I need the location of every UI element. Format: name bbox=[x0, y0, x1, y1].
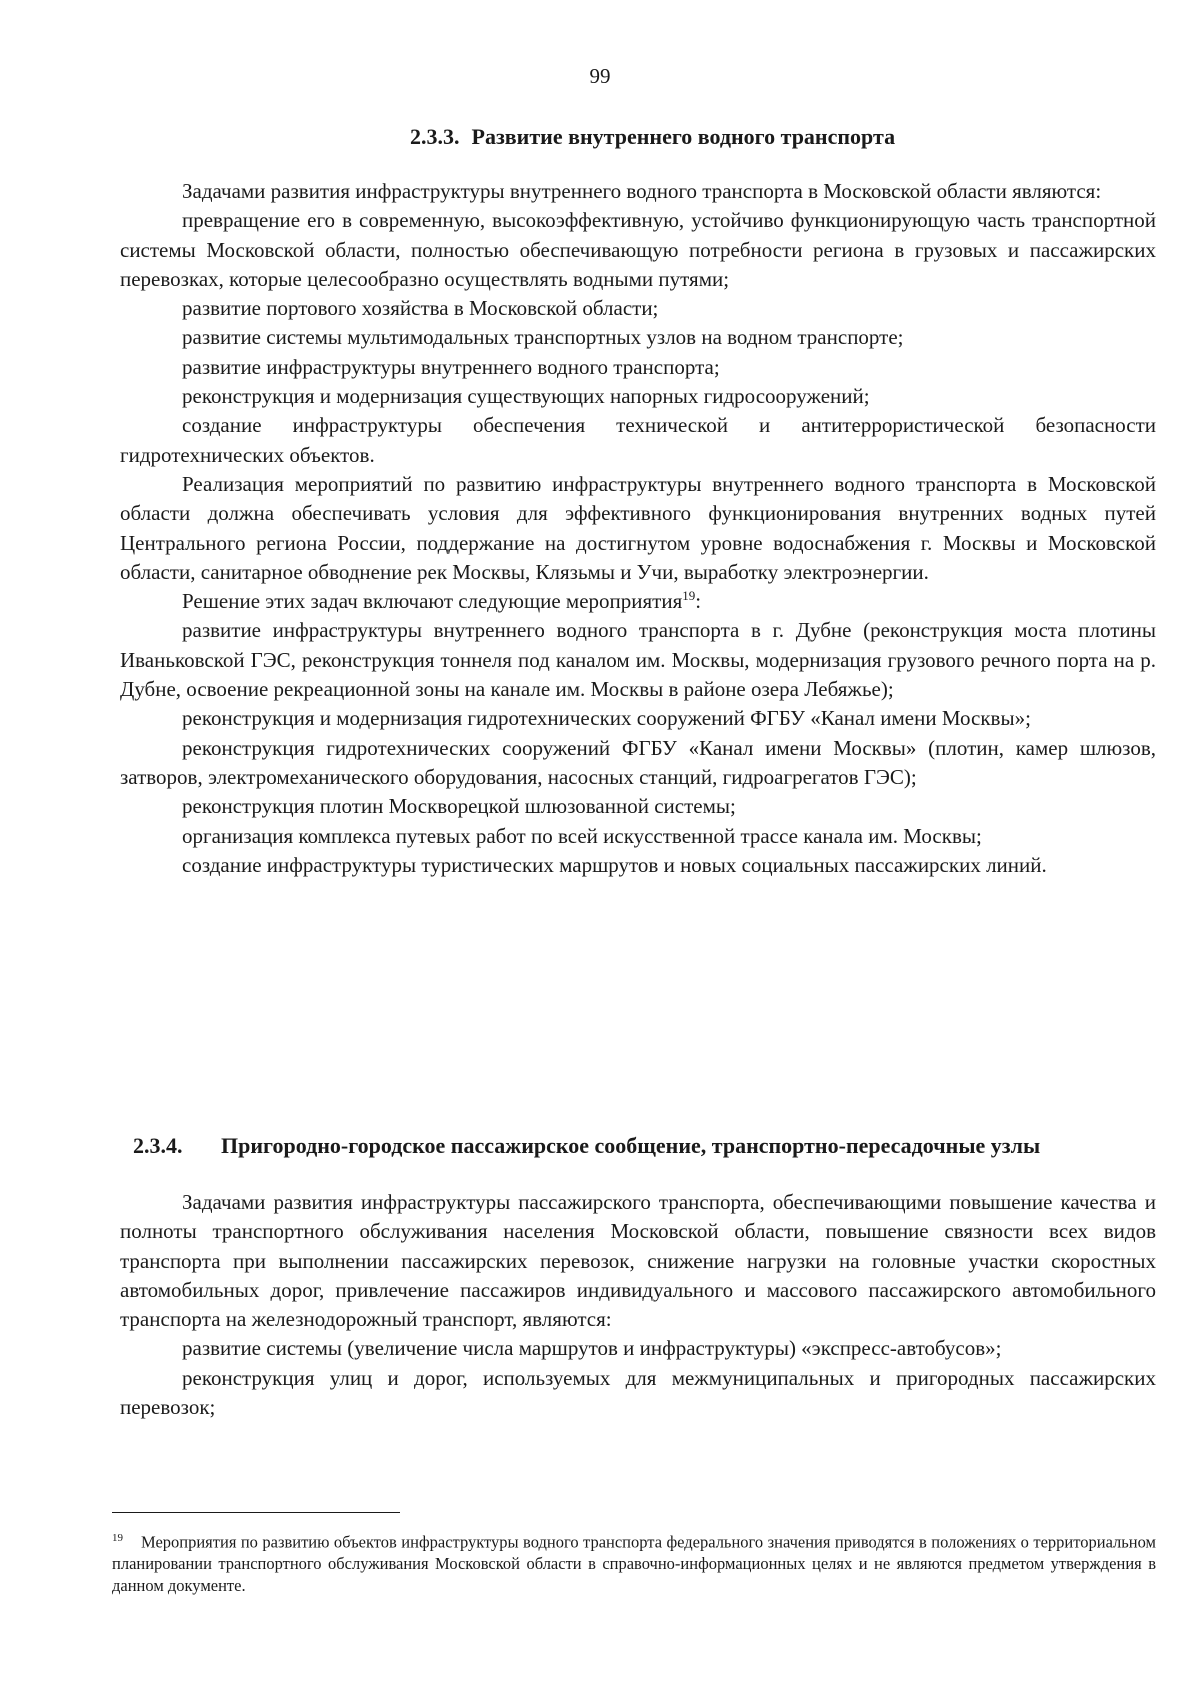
paragraph: создание инфраструктуры обеспечения технической и антитеррористической безопасности гидротехнических объектов. bbox=[120, 413, 1156, 467]
page-number: 99 bbox=[589, 64, 611, 88]
footnote-mark: 19 bbox=[112, 1532, 123, 1544]
section-heading-2-3-3 bbox=[410, 124, 895, 150]
footnote-separator bbox=[112, 1512, 400, 1513]
section-number: 2.3.3. bbox=[410, 124, 460, 149]
paragraph: развитие инфраструктуры внутреннего водного транспорта; bbox=[182, 354, 720, 379]
measure-item: организация комплекса путевых работ по всей искусственной трассе канала им. Москвы; bbox=[182, 823, 982, 848]
paragraph: превращение его в современную, высокоэффективную, устойчиво функционирующую часть транспортной системы Московской области, полностью обеспечивающую потребности региона в грузовых и пассажирских перевозках, которые целесообразно осуществлять водными путями; bbox=[120, 208, 1156, 291]
section-title: Пригородно-городское пассажирское сообщение, транспортно-пересадочные узлы bbox=[221, 1133, 1041, 1158]
measures-intro-end: : bbox=[695, 589, 702, 614]
measures-intro-text: Решение этих задач включают следующие мероприятия bbox=[182, 589, 683, 614]
measures-intro-paragraph bbox=[120, 587, 1156, 616]
footnote-text: Мероприятия по развитию объектов инфраструктуры водного транспорта федерального значения приводятся в положениях о территориальном планировании транспортного обслуживания Московской области в справочно-информационных целях и не являются предметом утверждения в данном документе. bbox=[112, 1532, 1156, 1595]
paragraph: реконструкция улиц и дорог, используемых для межмуниципальных и пригородных пассажирских перевозок; bbox=[120, 1365, 1156, 1420]
section-body-water-transport bbox=[120, 177, 1156, 880]
paragraph: развитие системы (увеличение числа маршрутов и инфраструктуры) «экспресс-автобусов»; bbox=[182, 1336, 1002, 1361]
paragraph: развитие системы мультимодальных транспортных узлов на водном транспорте; bbox=[182, 325, 904, 350]
paragraph: Задачами развития инфраструктуры внутреннего водного транспорта в Московской области являются: bbox=[182, 179, 1102, 203]
section-heading-2-3-4 bbox=[133, 1133, 1040, 1159]
section-body-passenger-transport bbox=[120, 1188, 1156, 1422]
measure-item: реконструкция плотин Москворецкой шлюзованной системы; bbox=[182, 794, 736, 819]
section-number: 2.3.4. bbox=[133, 1133, 183, 1158]
paragraph: Реализация мероприятий по развитию инфраструктуры внутреннего водного транспорта в Московской области должна обеспечивать условия для эффективного функционирования внутренних водных путей Центрального региона России, поддержание на достигнутом уровне водоснабжения г. Москвы и Московской области, санитарное обводнение рек Москвы, Клязьмы и Учи, выработку электроэнергии. bbox=[120, 471, 1156, 584]
section-title: Развитие внутреннего водного транспорта bbox=[471, 124, 896, 149]
paragraph: Задачами развития инфраструктуры пассажирского транспорта, обеспечивающими повышение качества и полноты транспортного обслуживания населения Московской области, повышение связности всех видов транспорта при выполнении пассажирских перевозок, снижение нагрузки на головные участки скоростных автомобильных дорог, привлечение пассажиров индивидуального и массового пассажирского автомобильного транспорта на железнодорожный транспорт, являются: bbox=[120, 1190, 1156, 1332]
measure-item: реконструкция и модернизация гидротехнических сооружений ФГБУ «Канал имени Москвы»; bbox=[182, 706, 1031, 731]
paragraph: реконструкция и модернизация существующих напорных гидросооружений; bbox=[182, 384, 870, 409]
measure-item: создание инфраструктуры туристических маршрутов и новых социальных пассажирских линий. bbox=[182, 852, 1047, 877]
footnote bbox=[112, 1528, 1156, 1596]
measure-item: развитие инфраструктуры внутреннего водного транспорта в г. Дубне (реконструкция моста плотины Иваньковской ГЭС, реконструкция тоннеля под каналом им. Москвы, модернизация грузового речного порта на р. Дубне, освоение рекреационной зоны на канале им. Москвы в районе озера Лебяжье); bbox=[120, 618, 1156, 702]
measure-item: реконструкция гидротехнических сооружений ФГБУ «Канал имени Москвы» (плотин, камер шлюзов, затворов, электромеханического оборудования, насосных станций, гидроагрегатов ГЭС); bbox=[120, 735, 1156, 789]
footnote-reference: 19 bbox=[682, 588, 696, 604]
paragraph: развитие портового хозяйства в Московской области; bbox=[182, 296, 659, 321]
